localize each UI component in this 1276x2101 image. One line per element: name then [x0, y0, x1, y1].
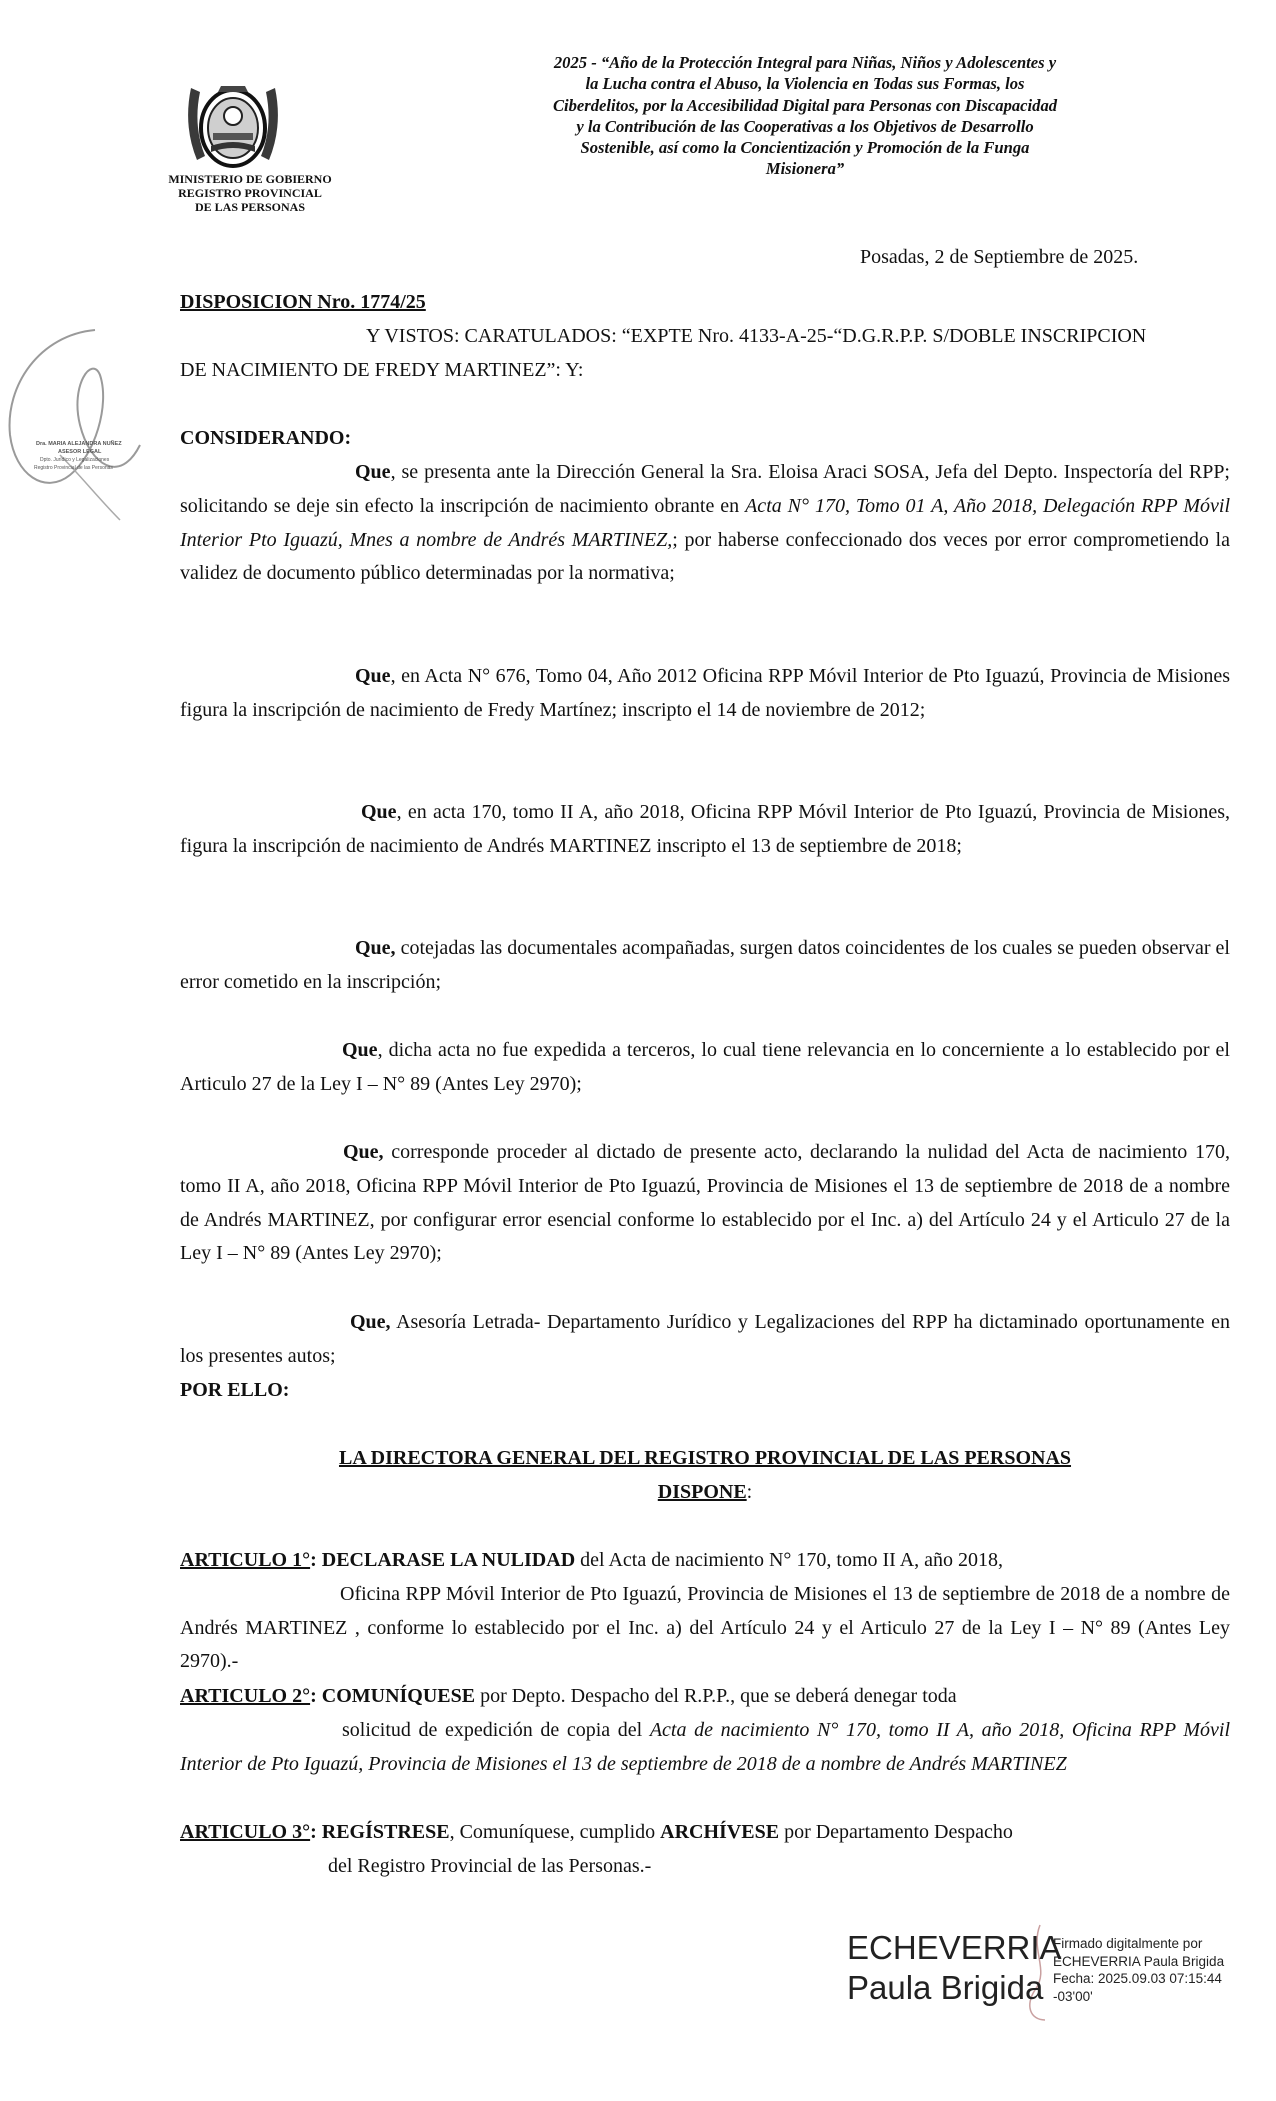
considerando-paragraph-7 [180, 1306, 1230, 1407]
article-text: del Registro Provincial de las Personas.- [328, 1854, 652, 1877]
disposicion-number: DISPOSICION Nro. 1774/25 [180, 291, 426, 313]
svg-text:Dra. MARIA ALEJANDRA NUÑEZ: Dra. MARIA ALEJANDRA NUÑEZ [36, 441, 122, 447]
que-keyword: Que, [355, 937, 396, 959]
signature-info-line: Firmado digitalmente por [1053, 1936, 1203, 1951]
year-motto [505, 52, 1105, 180]
place-date: Posadas, 2 de Septiembre de 2025. [860, 246, 1139, 268]
article-label: ARTICULO 3° [180, 1821, 311, 1843]
que-keyword: Que [355, 461, 391, 483]
que-keyword: Que [342, 1039, 378, 1061]
digital-signature-info [1053, 1935, 1224, 2005]
article-text: del Acta de nacimiento N° 170, tomo II A, año 2018, [575, 1549, 1004, 1571]
authority-block [180, 1442, 1230, 1510]
dispone-colon: : [746, 1480, 753, 1503]
margin-signature-stamp [0, 325, 150, 530]
ministry-header [150, 172, 350, 214]
article-action: : REGÍSTRESE [310, 1821, 450, 1843]
article-3 [180, 1816, 1230, 1884]
por-ello: POR ELLO: [180, 1378, 290, 1401]
considerando-paragraph-4 [180, 932, 1230, 1000]
svg-text:Registro Provincial de las Per: Registro Provincial de las Personas [34, 465, 113, 471]
signature-info-line: -03'00' [1053, 1988, 1093, 2004]
signature-info-line: Fecha: 2025.09.03 07:15:44 [1053, 1971, 1222, 1986]
ministry-line: MINISTERIO DE GOBIERNO [168, 172, 332, 186]
svg-text:ASESOR LEGAL: ASESOR LEGAL [58, 449, 102, 455]
considerando-paragraph-1 [180, 456, 1230, 591]
signer-name-line: ECHEVERRIA [847, 1929, 1062, 1966]
svg-text:Dpto. Jurídico y Legalizacione: Dpto. Jurídico y Legalizaciones [40, 457, 110, 463]
paragraph-italic-text: Acta N° 170, Tomo 01 A, Año 2018, Delegación RPP Móvil Interior Pto Iguazú, Mnes a nombre de Andrés MARTINEZ, [180, 494, 1230, 551]
article-italic-text: Acta de nacimiento N° 170, tomo II A, año 2018, Oficina RPP Móvil Interior de Pto Iguazú, Provincia de Misiones el 13 de septiembre de 2018 de a nombre de Andrés MARTINEZ [180, 1718, 1230, 1775]
article-text: por Depto. Despacho del R.P.P., que se deberá denegar toda [475, 1685, 957, 1707]
que-keyword: Que, [343, 1141, 384, 1163]
digital-signer-name [847, 1928, 1062, 2008]
article-text: , Comuníquese, cumplido [449, 1821, 661, 1843]
article-label: ARTICULO 1° [180, 1549, 311, 1571]
article-text: Oficina RPP Móvil Interior de Pto Iguazú, Provincia de Misiones el 13 de septiembre de 2018 de a nombre de Andrés MARTINEZ , conforme lo establecido por el Inc. a) del Artículo 24 y el Articulo 27 de la Ley I – N° 89 (Antes Ley 2970).- [180, 1582, 1230, 1673]
article-text: solicitud de expedición de copia del [342, 1718, 650, 1741]
article-action: : DECLARASE LA NULIDAD [310, 1549, 576, 1571]
paragraph-text: , dicha acta no fue expedida a terceros, lo cual tiene relevancia en lo concerniente a lo establecido por el Articulo 27 de la Ley I – N° 89 (Antes Ley 2970); [180, 1039, 1230, 1095]
ministry-line: DE LAS PERSONAS [194, 200, 306, 214]
paragraph-text: corresponde proceder al dictado de presente acto, declarando la nulidad del Acta de nacimiento 170, tomo II A, año 2018, Oficina RPP Móvil Interior de Pto Iguazú, Provincia de Misiones el 13 de septiembre de 2018 de a nombre de Andrés MARTINEZ, por configurar error esencial conforme lo establecido por el Inc. a) del Artículo 24 y el Articulo 27 de la Ley I – N° 89 (Antes Ley 2970); [180, 1141, 1230, 1265]
motto-line: la Lucha contra el Abuso, la Violencia en Todas sus Formas, los [585, 74, 1025, 94]
ministry-line: REGISTRO PROVINCIAL [178, 186, 322, 200]
paragraph-text: cotejadas las documentales acompañadas, surgen datos coincidentes de los cuales se pueden observar el error cometido en la inscripción; [180, 937, 1230, 993]
considerando-heading: CONSIDERANDO: [180, 427, 352, 449]
motto-line: Ciberdelitos, por la Accesibilidad Digital para Personas con Discapacidad [552, 95, 1058, 115]
que-keyword: Que [361, 801, 397, 823]
vistos-line: DE NACIMIENTO DE FREDY MARTINEZ”: Y: [180, 358, 584, 381]
archive-keyword: ARCHÍVESE [660, 1821, 780, 1843]
considerando-paragraph-2 [180, 660, 1230, 728]
article-1 [180, 1544, 1230, 1679]
que-keyword: Que, [350, 1311, 391, 1333]
article-label: ARTICULO 2° [180, 1685, 311, 1707]
considerando-paragraph-6 [180, 1136, 1230, 1271]
vistos-line: Y VISTOS: CARATULADOS: “EXPTE Nro. 4133-A-25-“D.G.R.P.P. S/DOBLE INSCRIPCION [366, 324, 1147, 347]
considerando-paragraph-5 [180, 1034, 1230, 1102]
article-action: : COMUNÍQUESE [310, 1685, 476, 1707]
paragraph-text: Asesoría Letrada- Departamento Jurídico y Legalizaciones del RPP ha dictaminado oportunamente en los presentes autos; [180, 1311, 1230, 1367]
motto-line: Sostenible, así como la Concientización y Promoción de la Funga [580, 138, 1030, 158]
paragraph-text: ; por haberse confeccionado dos veces por error comprometiendo la validez de documento público determinadas por la normativa; [180, 528, 1230, 585]
provincial-seal-logo [183, 78, 283, 174]
paragraph-text: , se presenta ante la Dirección General la Sra. Eloisa Araci SOSA, Jefa del Depto. Inspectoría del RPP; solicitando se deje sin efecto la inscripción de nacimiento obrante en [180, 461, 1230, 517]
paragraph-text: , en acta 170, tomo II A, año 2018, Oficina RPP Móvil Interior de Pto Iguazú, Provincia de Misiones, figura la inscripción de nacimiento de Andrés MARTINEZ inscripto el 13 de septiembre de 2018; [180, 801, 1230, 857]
motto-line: Misionera” [765, 159, 845, 179]
article-text: por Departamento Despacho [779, 1821, 1013, 1843]
article-2 [180, 1680, 1230, 1781]
motto-line: 2025 - “Año de la Protección Integral para Niñas, Niños y Adolescentes y [553, 53, 1057, 72]
paragraph-text: , en Acta N° 676, Tomo 04, Año 2012 Oficina RPP Móvil Interior de Pto Iguazú, Provincia de Misiones figura la inscripción de nacimiento de Fredy Martínez; inscripto el 14 de noviembre de 2012; [180, 665, 1230, 721]
disposicion-header [180, 286, 1230, 387]
motto-line: y la Contribución de las Cooperativas a los Objetivos de Desarrollo [576, 116, 1034, 136]
considerando-paragraph-3 [180, 796, 1230, 864]
signature-info-line: ECHEVERRIA Paula Brigida [1053, 1953, 1225, 1969]
authority-title: LA DIRECTORA GENERAL DEL REGISTRO PROVINCIAL DE LAS PERSONAS [338, 1447, 1072, 1469]
dispone-heading: DISPONE [657, 1480, 747, 1503]
que-keyword: Que [355, 665, 391, 687]
signer-name-line: Paula Brigida [847, 1969, 1044, 2006]
